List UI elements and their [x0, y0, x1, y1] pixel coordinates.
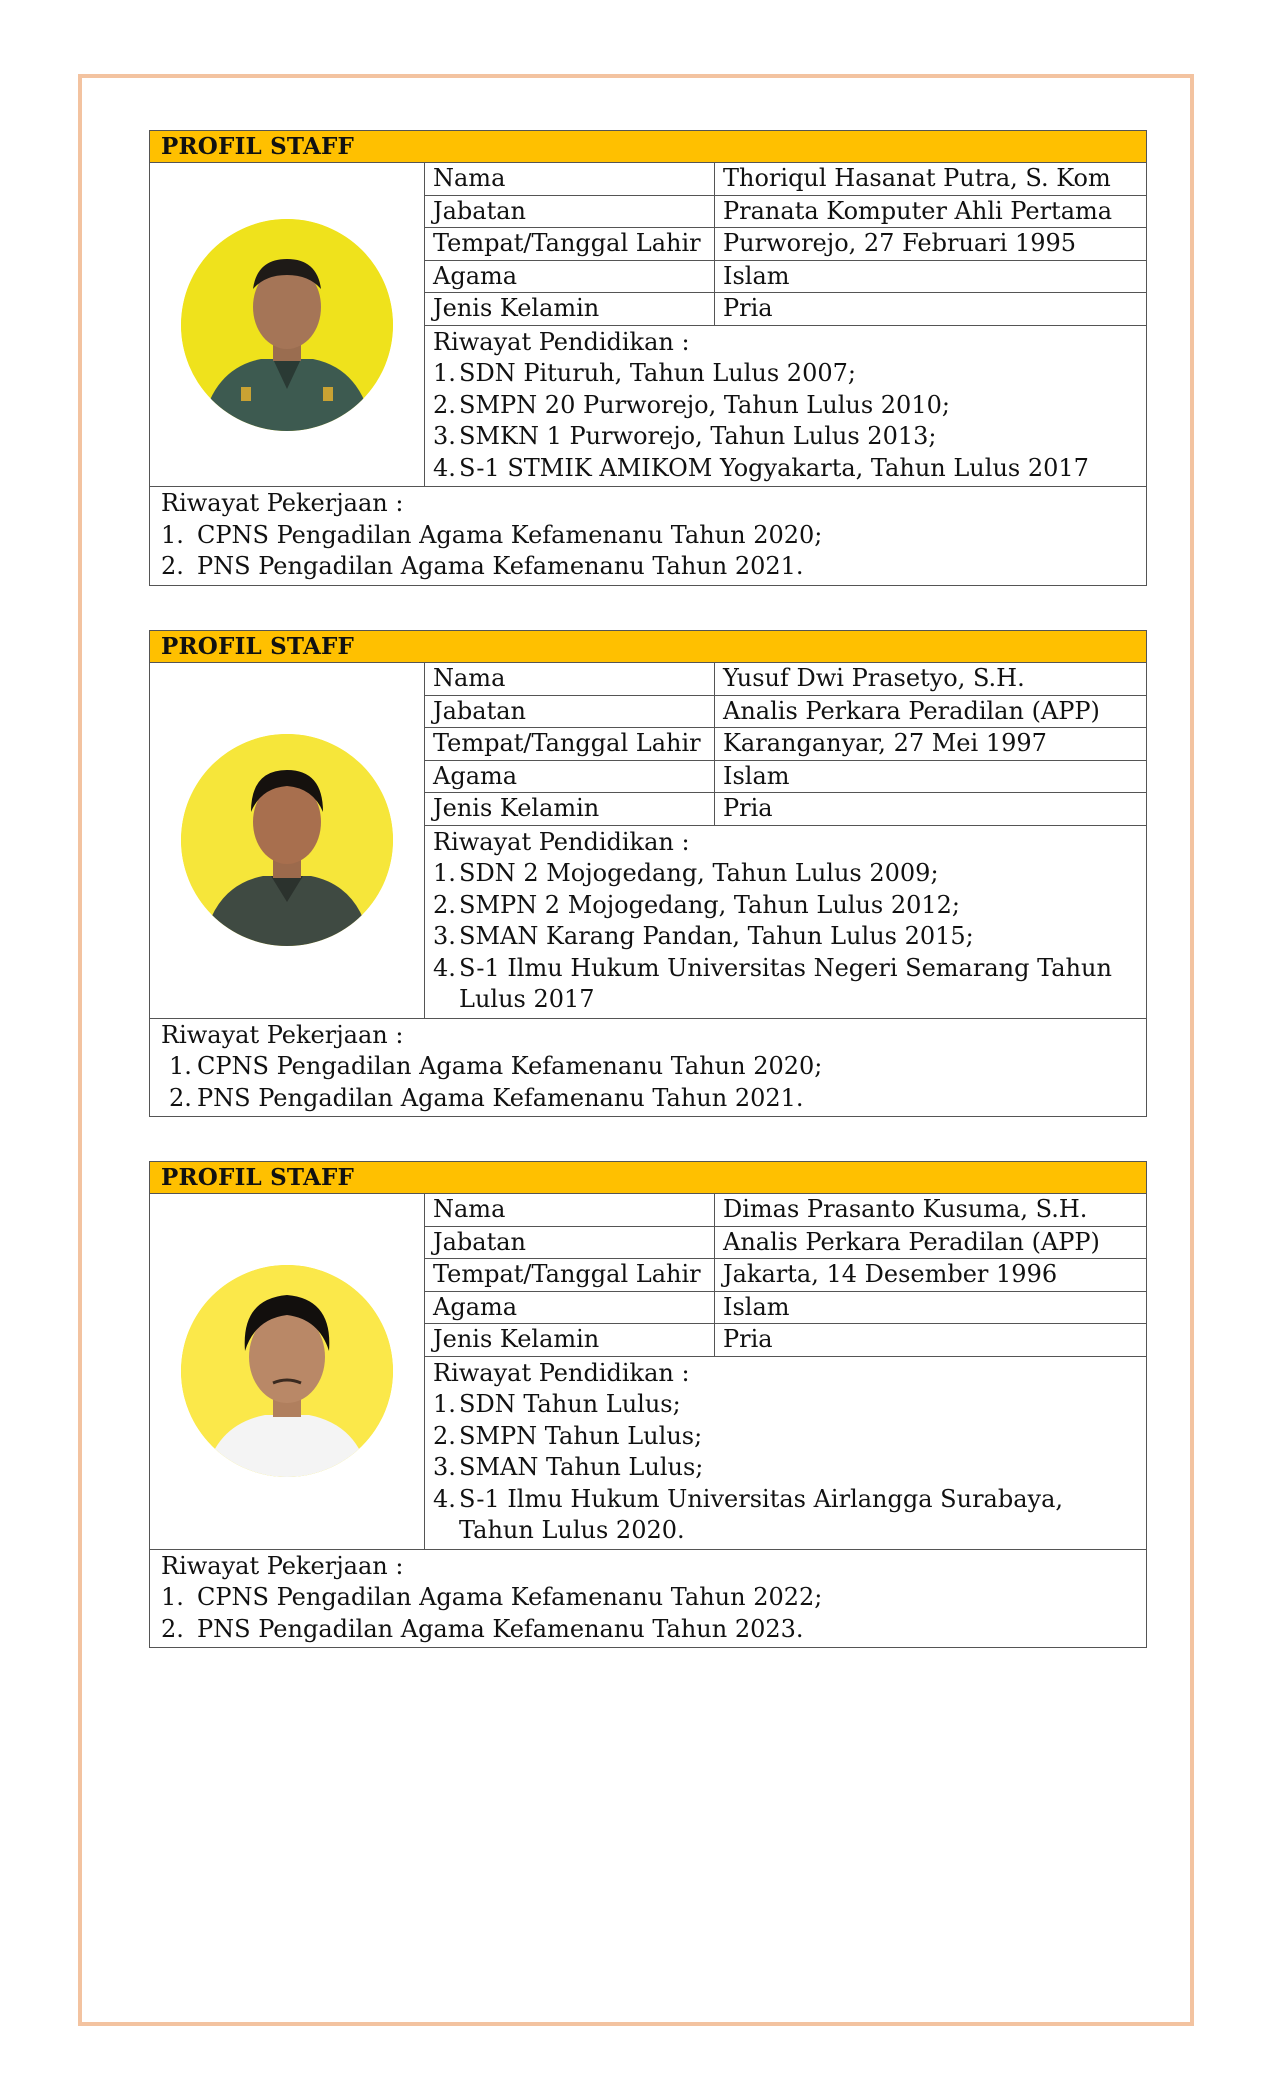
photo-cell	[150, 1194, 425, 1549]
row-nama	[425, 1194, 1146, 1227]
staff-photo	[181, 219, 393, 431]
work-number: 1.	[169, 1052, 192, 1080]
photo-cell	[150, 663, 425, 1018]
row-agama	[425, 1292, 1146, 1325]
value-jenis-kelamin: Pria	[723, 294, 773, 322]
card-header: PROFIL STAFF	[150, 131, 1146, 163]
education-item	[433, 1452, 1138, 1484]
row-jabatan	[425, 1227, 1146, 1260]
value-ttl: Karanganyar, 27 Mei 1997	[723, 729, 1047, 757]
label-nama: Nama	[425, 1194, 715, 1226]
education-number: 1.	[433, 359, 456, 387]
label-ttl: Tempat/Tanggal Lahir	[425, 728, 715, 760]
education-text: SMPN Tahun Lulus;	[459, 1421, 703, 1450]
label-jabatan: Jabatan	[425, 696, 715, 728]
value-agama: Islam	[723, 1292, 790, 1321]
education-number: 4.	[433, 453, 456, 482]
education-history	[425, 326, 1146, 487]
value-nama: Yusuf Dwi Prasetyo, S.H.	[723, 664, 1025, 692]
education-text: SMAN Karang Pandan, Tahun Lulus 2015;	[459, 922, 974, 950]
work-number: 2.	[161, 552, 184, 580]
row-ttl	[425, 1259, 1146, 1292]
value-agama: Islam	[723, 261, 790, 290]
work-item	[161, 520, 1135, 552]
education-number: 4.	[433, 1484, 456, 1513]
work-text: PNS Pengadilan Agama Kefamenanu Tahun 2021.	[197, 552, 804, 580]
education-title: Riwayat Pendidikan :	[433, 1358, 690, 1387]
education-text: S-1 STMIK AMIKOM Yogyakarta, Tahun Lulus 2017	[459, 453, 1089, 482]
work-title: Riwayat Pekerjaan :	[161, 1020, 404, 1049]
value-nama: Dimas Prasanto Kusuma, S.H.	[723, 1195, 1088, 1223]
work-title: Riwayat Pekerjaan :	[161, 1551, 404, 1580]
row-nama	[425, 163, 1146, 196]
value-jabatan: Analis Perkara Peradilan (APP)	[723, 696, 1100, 725]
education-number: 1.	[433, 1390, 456, 1418]
education-item	[433, 890, 1138, 922]
row-ttl	[425, 728, 1146, 761]
work-number: 2.	[161, 1614, 184, 1643]
label-nama: Nama	[425, 163, 715, 195]
row-jenis-kelamin	[425, 1324, 1146, 1357]
education-title: Riwayat Pendidikan :	[433, 827, 690, 856]
card-header: PROFIL STAFF	[150, 1162, 1146, 1194]
education-number: 1.	[433, 859, 456, 887]
education-text: S-1 Ilmu Hukum Universitas Airlangga Surabaya, Tahun Lulus 2020.	[459, 1484, 1064, 1544]
work-text: CPNS Pengadilan Agama Kefamenanu Tahun 2022;	[197, 1583, 823, 1611]
work-item	[161, 1051, 1135, 1083]
work-number: 1.	[161, 520, 184, 549]
work-number: 2.	[169, 1083, 192, 1112]
education-text: SMAN Tahun Lulus;	[459, 1453, 704, 1481]
value-ttl: Jakarta, 14 Desember 1996	[723, 1260, 1058, 1288]
education-item	[433, 358, 1138, 390]
education-history	[425, 1357, 1146, 1549]
label-jabatan: Jabatan	[425, 196, 715, 228]
staff-photo	[181, 734, 393, 946]
education-item	[433, 390, 1138, 422]
education-item	[433, 453, 1138, 485]
label-jenis-kelamin: Jenis Kelamin	[425, 793, 715, 825]
education-number: 3.	[433, 422, 456, 450]
staff-photo	[181, 1265, 393, 1477]
education-text: S-1 Ilmu Hukum Universitas Negeri Semarang Tahun Lulus 2017	[459, 953, 1112, 1013]
education-item	[433, 858, 1138, 890]
education-number: 2.	[433, 1421, 456, 1450]
education-item	[433, 921, 1138, 953]
label-agama: Agama	[425, 261, 715, 293]
row-jabatan	[425, 196, 1146, 229]
value-jenis-kelamin: Pria	[723, 1325, 773, 1353]
profile-card-2	[149, 630, 1147, 1117]
label-agama: Agama	[425, 1292, 715, 1324]
row-jenis-kelamin	[425, 293, 1146, 326]
row-nama	[425, 663, 1146, 696]
label-agama: Agama	[425, 761, 715, 793]
education-number: 2.	[433, 890, 456, 919]
education-number: 3.	[433, 1453, 456, 1481]
work-title: Riwayat Pekerjaan :	[161, 489, 404, 517]
education-title: Riwayat Pendidikan :	[433, 327, 690, 356]
profile-card-3	[149, 1161, 1147, 1648]
education-item	[433, 953, 1138, 1016]
education-item	[433, 1484, 1138, 1547]
label-jabatan: Jabatan	[425, 1227, 715, 1259]
work-item	[161, 551, 1135, 583]
education-item	[433, 421, 1138, 453]
work-text: PNS Pengadilan Agama Kefamenanu Tahun 2021.	[197, 1083, 804, 1112]
work-history	[150, 487, 1146, 585]
work-text: CPNS Pengadilan Agama Kefamenanu Tahun 2020;	[197, 1052, 823, 1080]
work-item	[161, 1083, 1135, 1115]
education-item	[433, 1389, 1138, 1421]
label-ttl: Tempat/Tanggal Lahir	[425, 1259, 715, 1291]
education-history	[425, 826, 1146, 1018]
label-jenis-kelamin: Jenis Kelamin	[425, 293, 715, 325]
work-history	[150, 1550, 1146, 1648]
label-ttl: Tempat/Tanggal Lahir	[425, 228, 715, 260]
value-jabatan: Pranata Komputer Ahli Pertama	[723, 196, 1113, 225]
education-text: SDN 2 Mojogedang, Tahun Lulus 2009;	[459, 859, 939, 887]
value-jenis-kelamin: Pria	[723, 794, 773, 822]
education-number: 3.	[433, 922, 456, 950]
label-nama: Nama	[425, 663, 715, 695]
education-text: SMPN 20 Purworejo, Tahun Lulus 2010;	[459, 390, 950, 419]
work-item	[161, 1582, 1135, 1614]
work-item	[161, 1614, 1135, 1646]
work-history	[150, 1019, 1146, 1117]
label-jenis-kelamin: Jenis Kelamin	[425, 1324, 715, 1356]
value-jabatan: Analis Perkara Peradilan (APP)	[723, 1227, 1100, 1256]
value-ttl: Purworejo, 27 Februari 1995	[723, 229, 1077, 257]
education-number: 2.	[433, 390, 456, 419]
row-ttl	[425, 228, 1146, 261]
card-header: PROFIL STAFF	[150, 631, 1146, 663]
photo-cell	[150, 163, 425, 486]
education-text: SMPN 2 Mojogedang, Tahun Lulus 2012;	[459, 890, 961, 919]
work-text: PNS Pengadilan Agama Kefamenanu Tahun 2023.	[197, 1614, 804, 1643]
education-item	[433, 1421, 1138, 1453]
education-number: 4.	[433, 953, 456, 982]
education-text: SMKN 1 Purworejo, Tahun Lulus 2013;	[459, 422, 937, 450]
work-text: CPNS Pengadilan Agama Kefamenanu Tahun 2020;	[197, 520, 823, 549]
row-agama	[425, 761, 1146, 794]
row-agama	[425, 261, 1146, 294]
profile-card-1	[149, 130, 1147, 586]
value-agama: Islam	[723, 761, 790, 790]
row-jabatan	[425, 696, 1146, 729]
row-jenis-kelamin	[425, 793, 1146, 826]
work-number: 1.	[161, 1583, 184, 1611]
education-text: SDN Tahun Lulus;	[459, 1390, 681, 1418]
education-text: SDN Pituruh, Tahun Lulus 2007;	[459, 359, 856, 387]
value-nama: Thoriqul Hasanat Putra, S. Kom	[723, 164, 1111, 192]
